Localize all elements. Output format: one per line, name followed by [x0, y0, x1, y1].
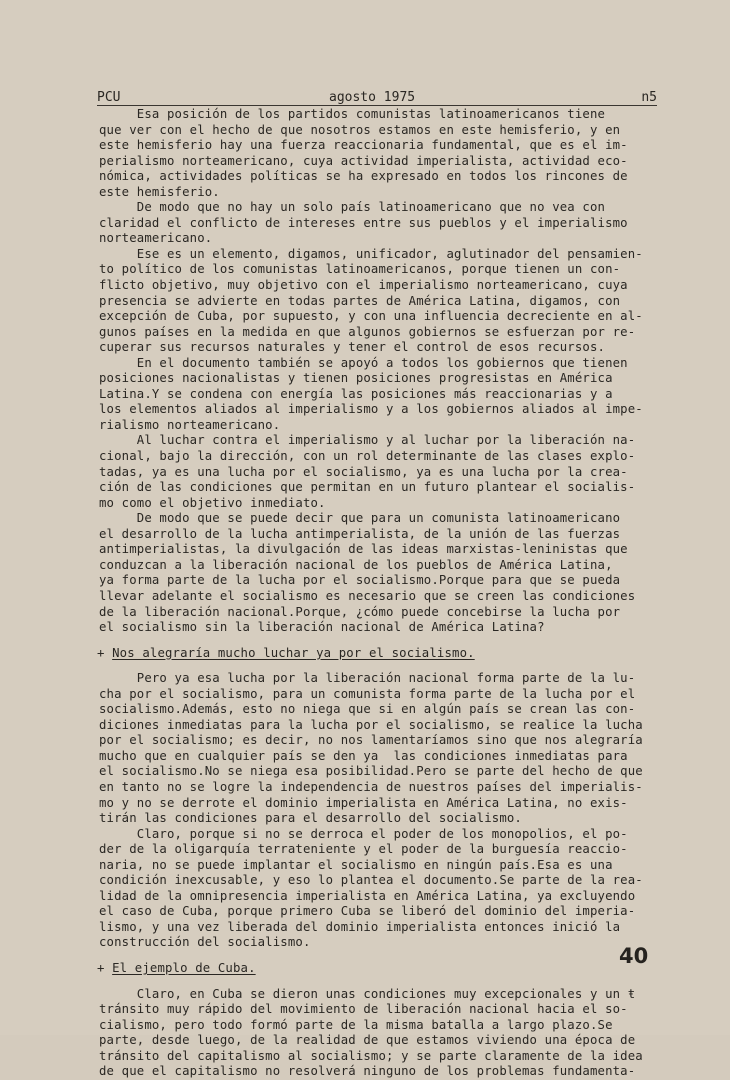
header-date: agosto 1975 [329, 90, 416, 105]
text-line: der de la oligarquía terrateniente y el poder de la burguesía reaccio- [99, 842, 628, 857]
text-line: gunos países en la medida en que algunos gobiernos se esfuerzan por re- [99, 324, 636, 339]
section-gap [99, 661, 699, 671]
text-line: cha por el socialismo, para un comunista forma parte de la lucha por el [99, 686, 636, 701]
text-line: construcción del socialismo. [99, 935, 311, 950]
text-line: parte, desde luego, de la realidad de que estamos viviendo una época de [99, 1033, 636, 1048]
text-line: antimperialistas, la divulgación de las ideas marxistas-leninistas que [99, 542, 628, 557]
text-line: lidad de la omnipresencia imperialista en América Latina, ya excluyendo [99, 888, 636, 903]
text-line: que ver con el hecho de que nosotros estamos en este hemisferio, y en [99, 122, 621, 137]
page-number: 40 [619, 944, 649, 968]
text-line: socialismo.Además, esto no niega que si en algún país se crean las con- [99, 702, 636, 717]
text-line: to político de los comunistas latinoamericanos, porque tienen un con- [99, 262, 621, 277]
text-line: lismo, y una vez liberada del dominio imperialista entonces inició la [99, 919, 621, 934]
text-line: Claro, porque si no se derroca el poder de los monopolios, el po- [99, 826, 628, 841]
text-line: de la liberación nacional.Porque, ¿cómo puede concebirse la lucha por [99, 604, 621, 619]
text-line: este hemisferio hay una fuerza reaccionaria fundamental, que es el im- [99, 138, 628, 153]
text-line: Latina.Y se condena con energía las posiciones más reaccionarias y a [99, 386, 613, 401]
section-gap [99, 951, 699, 961]
text-line: Esa posición de los partidos comunistas latinoamericanos tiene [99, 107, 606, 121]
section-heading-1 [97, 646, 699, 662]
text-line: mucho que en cualquier país se den ya las condiciones inmediatas para [99, 748, 628, 763]
text-line: los elementos aliados al imperialismo y a los gobiernos aliados al impe- [99, 402, 643, 417]
text-line: posiciones nacionalistas y tienen posiciones progresistas en América [99, 371, 613, 386]
text-line: por el socialismo; es decir, no nos lamentaríamos sino que nos alegraría [99, 733, 643, 748]
text-line: este hemisferio. [99, 184, 220, 199]
text-line: excepción de Cuba, por supuesto, y con una influencia decreciente en al- [99, 309, 643, 324]
section-heading-2 [97, 961, 699, 977]
text-line: el socialismo sin la liberación nacional de América Latina? [99, 620, 545, 635]
text-line: conduzcan a la liberación nacional de los pueblos de América Latina, [99, 557, 613, 572]
text-line: presencia se advierte en todas partes de América Latina, digamos, con [99, 293, 621, 308]
header-rule [97, 105, 657, 106]
text-line: Pero ya esa lucha por la liberación nacional forma parte de la lu- [99, 671, 636, 686]
text-line: ya forma parte de la lucha por el socialismo.Porque para que se pueda [99, 573, 621, 588]
text-line: mo como el objetivo inmediato. [99, 495, 326, 510]
text-line: de que el capitalismo no resolverá ninguno de los problemas fundamenta- [99, 1064, 636, 1079]
text-line: llevar adelante el socialismo es necesario que se creen las condiciones [99, 588, 636, 603]
text-line: el caso de Cuba, porque primero Cuba se liberó del dominio del imperia- [99, 904, 636, 919]
text-line: ción de las condiciones que permitan en un futuro plantear el socialis- [99, 480, 636, 495]
text-line: tirán las condiciones para el desarrollo del socialismo. [99, 811, 522, 826]
text-line: Ese es un elemento, digamos, unificador, aglutinador del pensamien- [99, 246, 643, 261]
text-line: el desarrollo de la lucha antimperialista, de la unión de las fuerzas [99, 526, 621, 541]
text-line: diciones inmediatas para la lucha por el socialismo, se realice la lucha [99, 717, 643, 732]
header-issue: n5 [641, 90, 657, 105]
text-line: nómica, actividades políticas se ha expresado en todos los rincones de [99, 169, 628, 184]
text-line: flicto objetivo, muy objetivo con el imperialismo norteamericano, cuya [99, 278, 628, 293]
text-line: naria, no se puede implantar el socialismo en ningún país.Esa es una [99, 857, 613, 872]
text-line: perialismo norteamericano, cuya actividad imperialista, actividad eco- [99, 153, 628, 168]
heading-text: El ejemplo de Cuba. [112, 960, 256, 975]
text-line: condición inexcusable, y eso lo plantea el documento.Se parte de la rea- [99, 873, 643, 888]
text-line: norteamericano. [99, 231, 213, 246]
text-line: Claro, en Cuba se dieron unas condiciones muy excepcionales y un ŧ [99, 986, 636, 1001]
text-line: tránsito muy rápido del movimiento de liberación nacional hacia el so- [99, 1002, 628, 1017]
text-block-1 [99, 107, 699, 636]
text-line: De modo que se puede decir que para un comunista latinoamericano [99, 511, 621, 526]
text-line: el socialismo.No se niega esa posibilidad.Pero se parte del hecho de que [99, 764, 643, 779]
section-gap [99, 636, 699, 646]
heading-text: Nos alegraría mucho luchar ya por el socialismo. [112, 645, 475, 660]
text-line: De modo que no hay un solo país latinoamericano que no vea con [99, 200, 606, 215]
text-line: cional, bajo la dirección, con un rol determinante de las clases explo- [99, 449, 636, 464]
text-line: tadas, ya es una lucha por el socialismo, ya es una lucha por la crea- [99, 464, 628, 479]
text-line: mo y no se derrote el dominio imperialista en América Latina, no exis- [99, 795, 628, 810]
header-publication: PCU [97, 90, 121, 105]
section-gap [99, 977, 699, 987]
text-line: tránsito del capitalismo al socialismo; y se parte claramente de la idea [99, 1048, 643, 1063]
text-line: Al luchar contra el imperialismo y al luchar por la liberación na- [99, 433, 636, 448]
document-body [99, 107, 699, 1080]
text-line: rialismo norteamericano. [99, 417, 281, 432]
text-line: en tanto no se logre la independencia de nuestros países del imperialis- [99, 779, 643, 794]
text-line: claridad el conflicto de intereses entre sus pueblos y el imperialismo [99, 215, 628, 230]
text-line: cuperar sus recursos naturales y tener el control de esos recursos. [99, 340, 606, 355]
text-block-2 [99, 671, 699, 951]
text-line: En el documento también se apoyó a todos los gobiernos que tienen [99, 355, 628, 370]
text-block-3 [99, 987, 699, 1080]
text-line: cialismo, pero todo formó parte de la misma batalla a largo plazo.Se [99, 1017, 613, 1032]
heading-marker: + [97, 960, 105, 975]
heading-marker: + [97, 645, 105, 660]
